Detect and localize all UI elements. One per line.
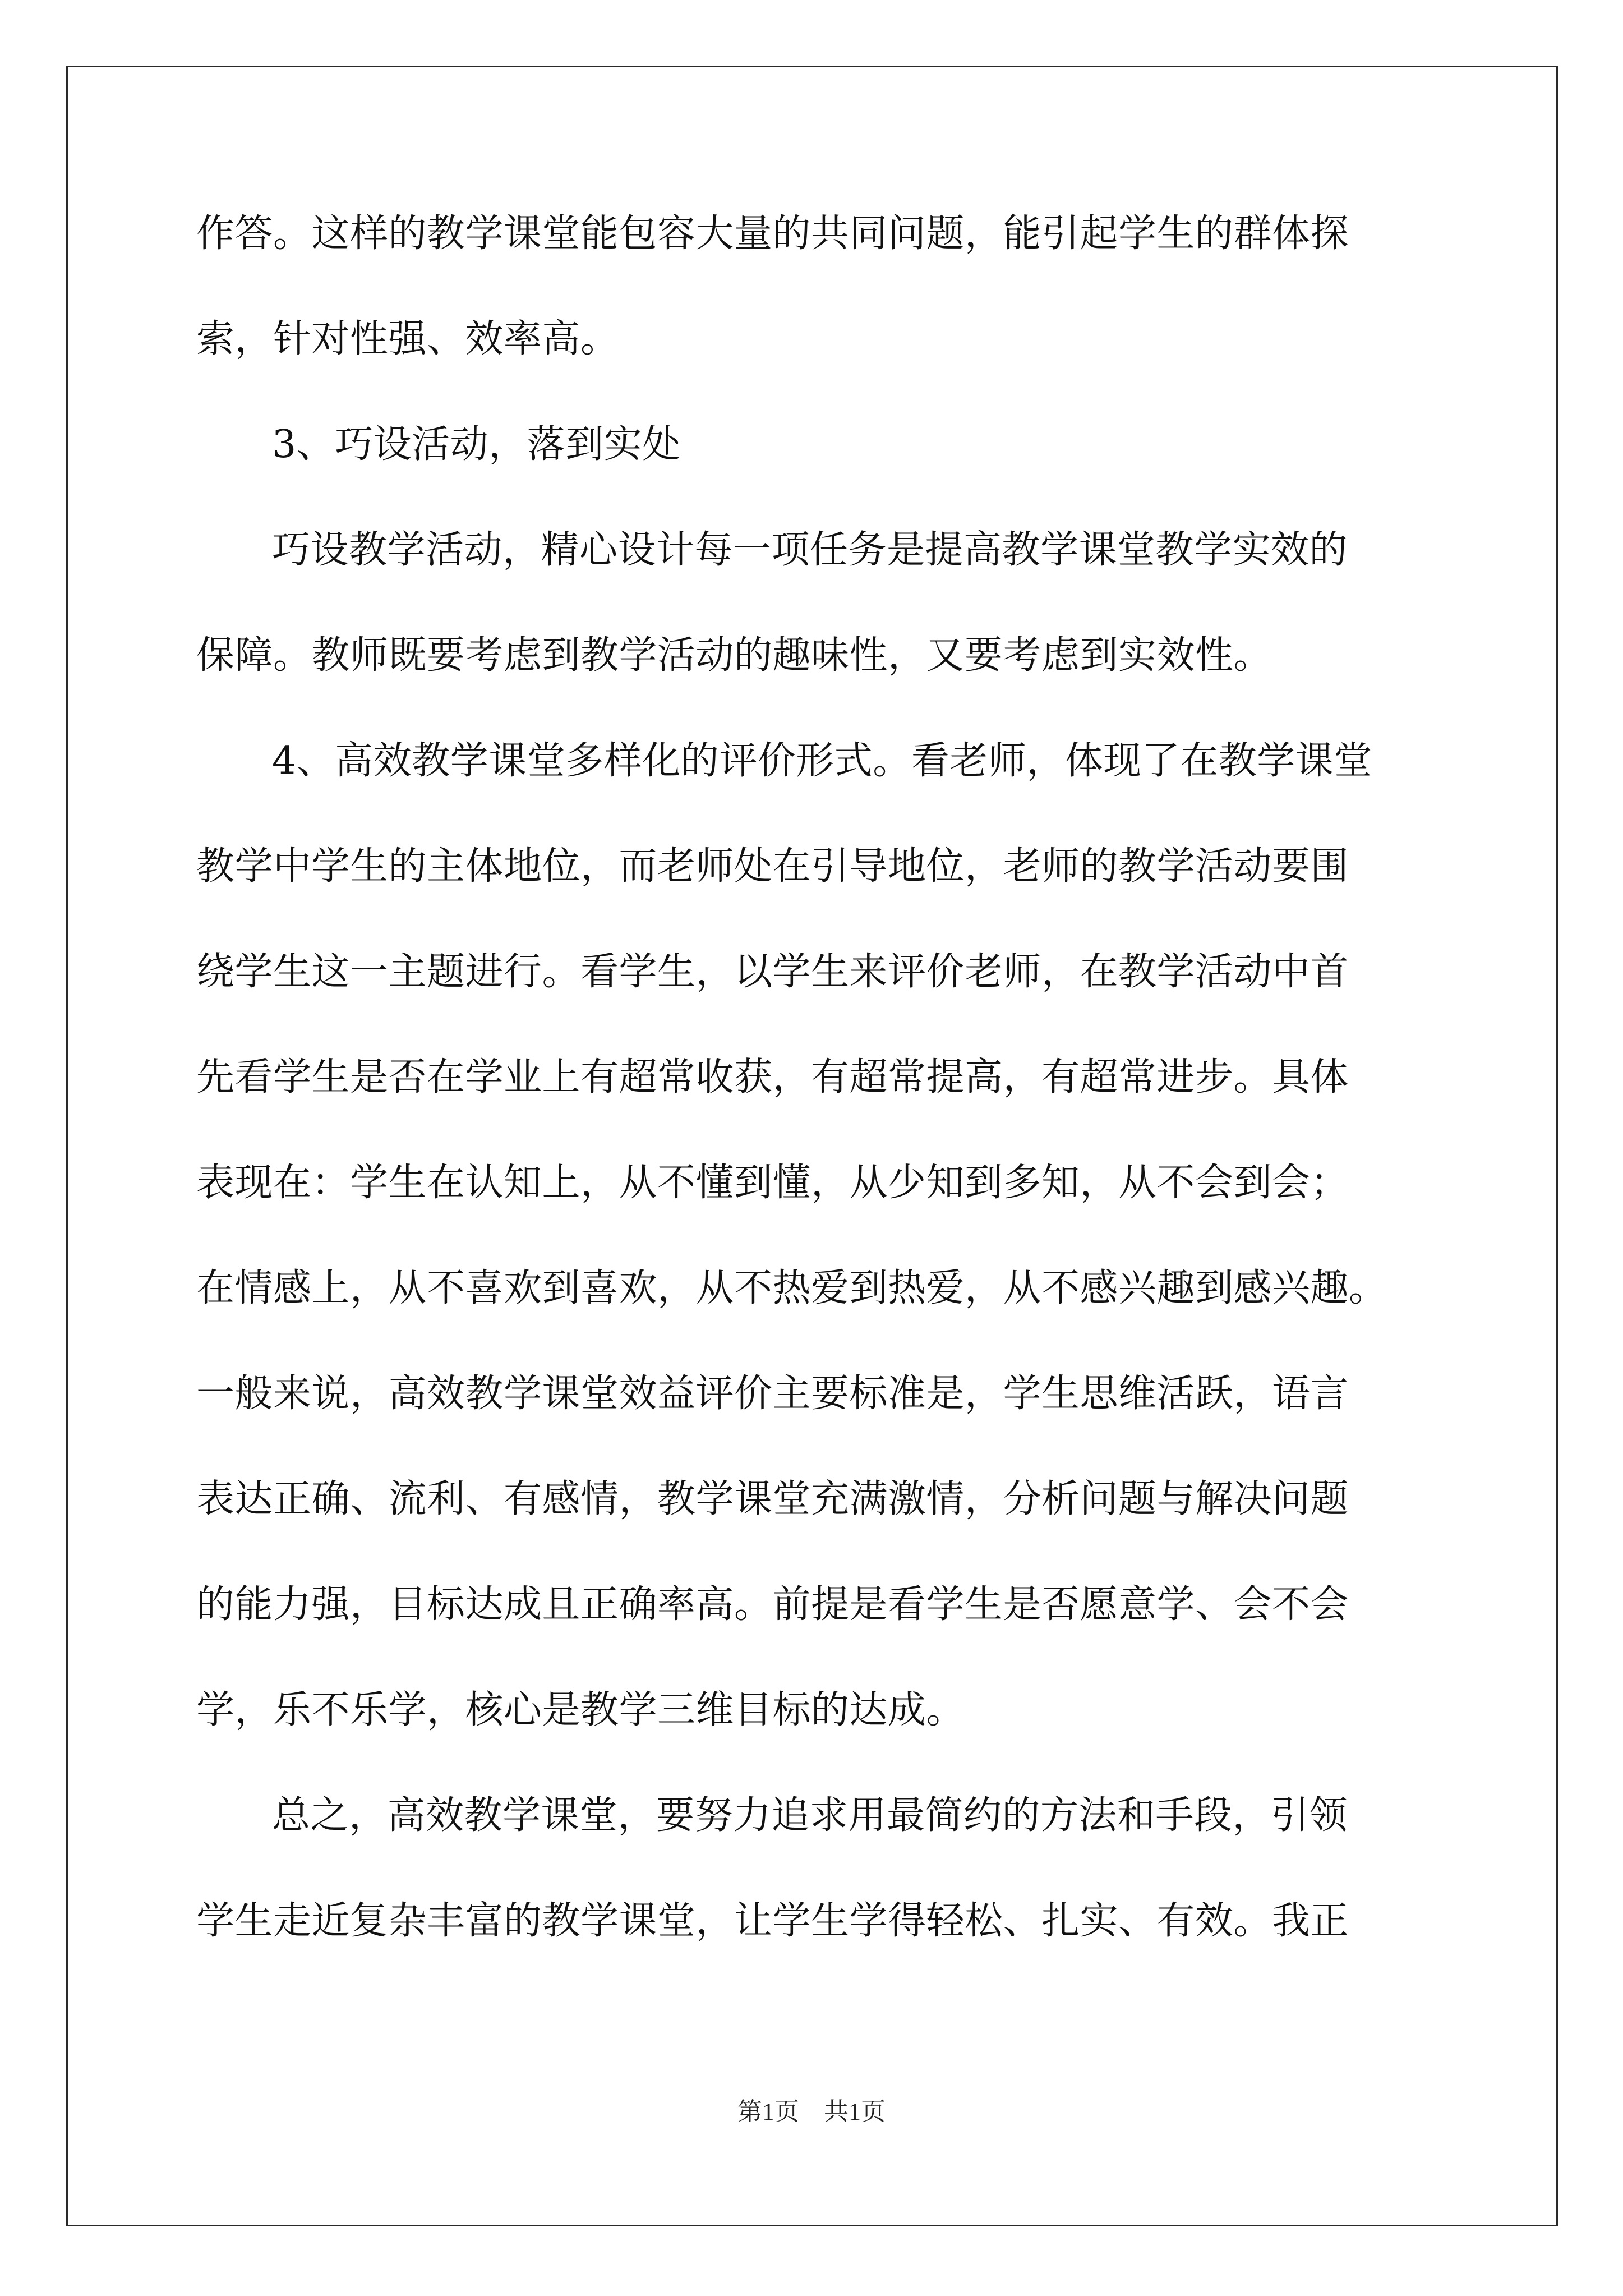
text-line: 学，乐不乐学，核心是教学三维目标的达成。 xyxy=(196,1688,965,1732)
page-total: 共1页 xyxy=(824,2098,886,2125)
page-footer xyxy=(0,2095,1623,2129)
text-line: 教学中学生的主体地位，而老师处在引导地位，老师的教学活动要围 xyxy=(196,844,1349,889)
text-line: 的能力强，目标达成且正确率高。前提是看学生是否愿意学、会不会 xyxy=(196,1582,1349,1627)
text-line: 表达正确、流利、有感情，教学课堂充满激情，分析问题与解决问题 xyxy=(196,1477,1349,1521)
text-line: 巧设教学活动，精心设计每一项任务是提高教学课堂教学实效的 xyxy=(272,528,1348,572)
text-line: 先看学生是否在学业上有超常收获，有超常提高，有超常进步。具体 xyxy=(196,1055,1349,1099)
page-number: 第1页 xyxy=(737,2098,799,2125)
text-line: 学生走近复杂丰富的教学课堂，让学生学得轻松、扎实、有效。我正 xyxy=(196,1899,1349,1943)
text-line: 保障。教师既要考虑到教学活动的趣味性，又要考虑到实效性。 xyxy=(196,633,1272,678)
text-line: 在情感上，从不喜欢到喜欢，从不热爱到热爱，从不感兴趣到感兴趣。 xyxy=(196,1266,1387,1310)
text-line: 索，针对性强、效率高。 xyxy=(196,317,619,361)
text-line: 表现在：学生在认知上，从不懂到懂，从少知到多知，从不会到会； xyxy=(196,1161,1349,1205)
text-line: 总之，高效教学课堂，要努力追求用最简约的方法和手段，引领 xyxy=(272,1793,1348,1838)
section-heading: 3、巧设活动，落到实处 xyxy=(272,422,681,467)
text-line: 4、高效教学课堂多样化的评价形式。看老师，体现了在教学课堂 xyxy=(272,739,1372,783)
text-line: 一般来说，高效教学课堂效益评价主要标准是，学生思维活跃，语言 xyxy=(196,1372,1349,1416)
text-line: 作答。这样的教学课堂能包容大量的共同问题，能引起学生的群体探 xyxy=(196,211,1349,256)
text-line: 绕学生这一主题进行。看学生，以学生来评价老师，在教学活动中首 xyxy=(196,950,1349,994)
document-body xyxy=(196,208,1430,2000)
